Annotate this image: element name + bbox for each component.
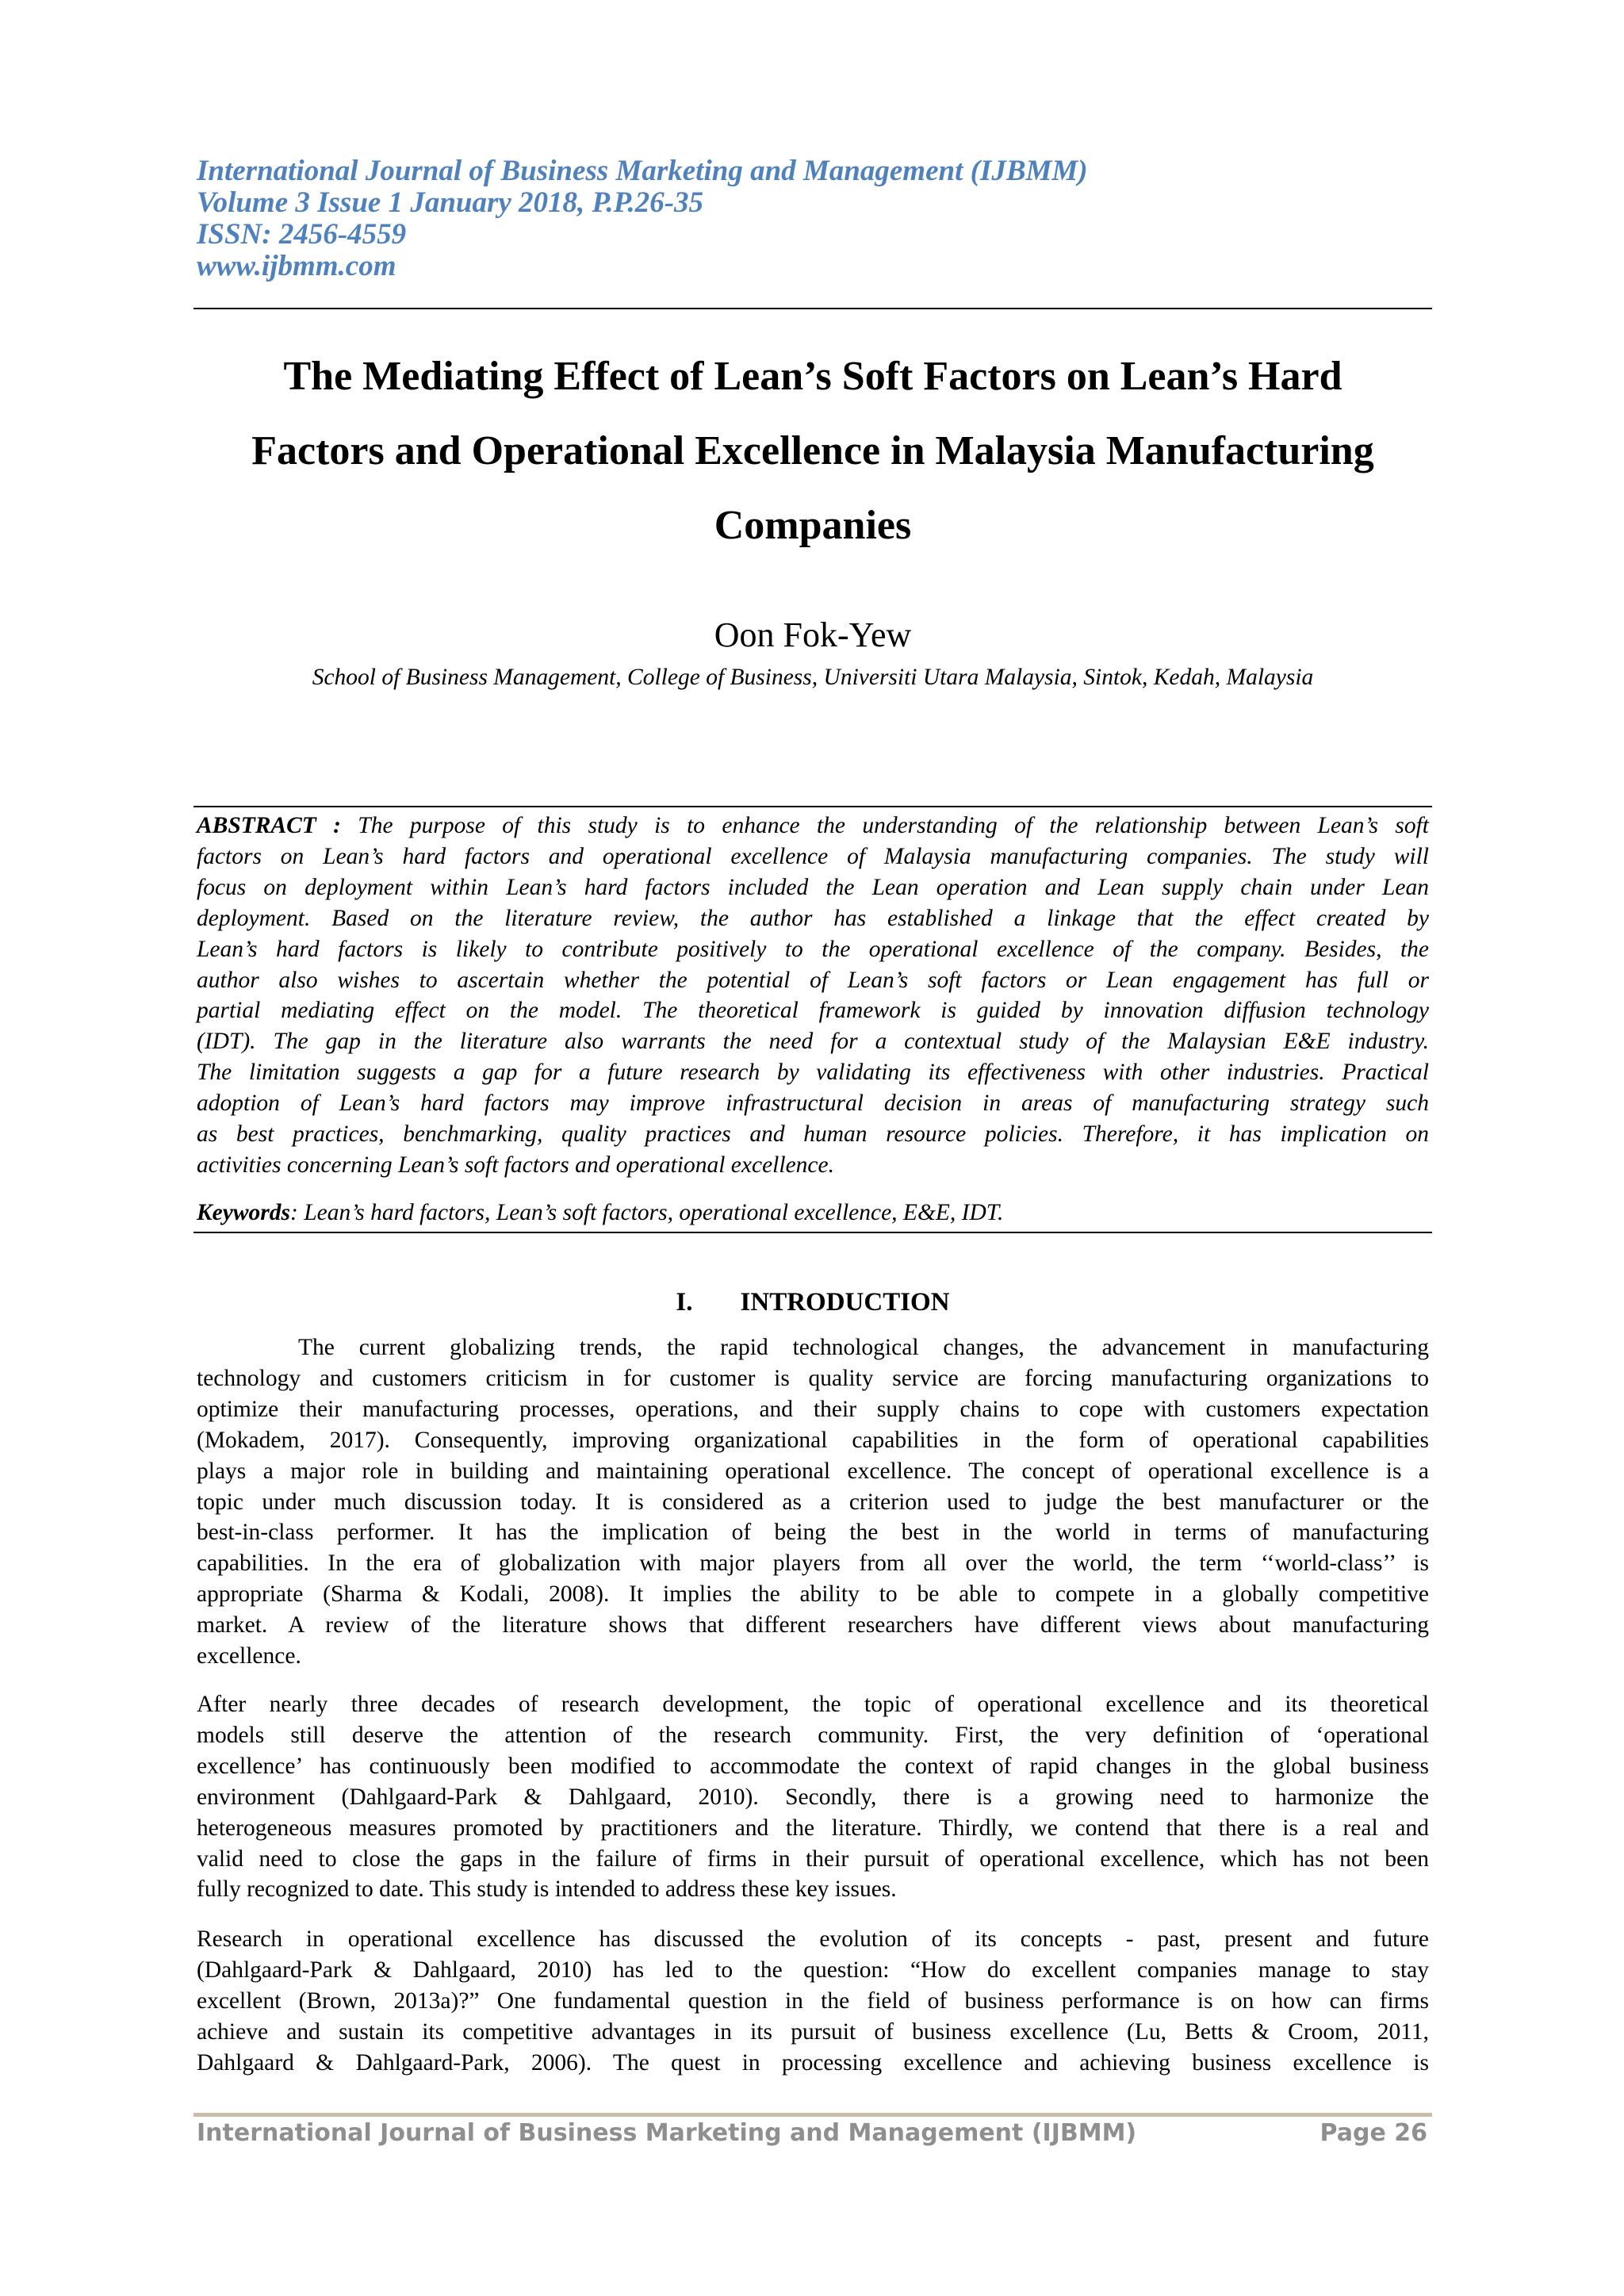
abstract-line: author also wishes to ascertain whether the potential of Lean’s soft factors or Lean engagement has full or: [197, 967, 1429, 993]
section-title: INTRODUCTION: [740, 1288, 950, 1317]
paragraph-line: heterogeneous measures promoted by practitioners and the literature. Thirdly, we contend that there is a real and: [197, 1815, 1429, 1841]
abstract: [197, 811, 1429, 1181]
paragraph-line: best-in-class performer. It has the implication of being the best in the world in terms of manufacturing: [197, 1520, 1429, 1546]
footer-journal-name: International Journal of Business Marketing and Management (IJBMM): [197, 2119, 1137, 2147]
paragraph-line: capabilities. In the era of globalization with major players from all over the world, the term ‘‘world-class’’ is: [197, 1550, 1429, 1577]
page-number: Page 26: [1320, 2119, 1427, 2147]
abstract-line: focus on deployment within Lean’s hard factors included the Lean operation and Lean supply chain under Lean: [197, 874, 1429, 900]
paragraph-line: The current globalizing trends, the rapid technological changes, the advancement in manufacturing: [298, 1335, 1429, 1360]
abstract-line: The limitation suggests a gap for a future research by validating its effectiveness with other industries. Practical: [197, 1060, 1429, 1086]
paragraph-line: excellence’ has continuously been modified to accommodate the context of rapid changes in the global business: [197, 1753, 1429, 1779]
abstract-line: adoption of Lean’s hard factors may improve infrastructural decision in areas of manufacturing strategy such: [197, 1091, 1429, 1117]
paragraph-line: After nearly three decades of research development, the topic of operational excellence and its theoretical: [197, 1692, 1429, 1717]
paragraph-line: topic under much discussion today. It is considered as a criterion used to judge the best manufacturer or the: [197, 1489, 1429, 1515]
abstract-line: (IDT). The gap in the literature also warrants the need for a contextual study of the Malaysian E&E industry.: [197, 1029, 1429, 1055]
paragraph-line: Research in operational excellence has discussed the evolution of its concepts - past, present and future: [197, 1926, 1429, 1952]
title-line: Factors and Operational Excellence in Malaysia Manufacturing: [251, 428, 1374, 473]
paragraph-line: achieve and sustain its competitive advantages in its pursuit of business excellence (Lu, Betts & Croom, 2011,: [197, 2018, 1429, 2045]
paragraph-line: fully recognized to date. This study is intended to address these key issues.: [197, 1876, 897, 1903]
body-paragraph: [197, 1924, 1429, 2079]
abstract-line: partial mediating effect on the model. The theoretical framework is guided by innovation diffusion technology: [197, 998, 1429, 1024]
paragraph-line: excellence.: [197, 1643, 301, 1669]
author-name: Oon Fok-Yew: [714, 615, 912, 654]
abstract-line: as best practices, benchmarking, quality practices and human resource policies. Therefore, it has implication on: [197, 1121, 1429, 1148]
abstract-label: ABSTRACT :: [197, 813, 341, 838]
section-number: I.: [676, 1288, 693, 1317]
paragraph-line: appropriate (Sharma & Kodali, 2008). It implies the ability to be able to compete in a globally competitive: [197, 1581, 1429, 1608]
body-paragraph: [197, 1689, 1429, 1905]
title-line: The Mediating Effect of Lean’s Soft Factors on Lean’s Hard: [283, 354, 1342, 399]
journal-volume: Volume 3 Issue 1 January 2018, P.P.26-35: [197, 186, 704, 219]
header-divider: [193, 308, 1432, 309]
journal-name: International Journal of Business Marketing and Management (IJBMM): [197, 155, 1088, 187]
abstract-line: [197, 811, 1429, 841]
paragraph-line: Dahlgaard & Dahlgaard-Park, 2006). The quest in processing excellence and achieving business excellence is: [197, 2049, 1429, 2076]
paper-page: [193, 0, 1432, 2296]
journal-issn: ISSN: 2456-4559: [197, 218, 407, 251]
paragraph-line: environment (Dahlgaard-Park & Dahlgaard, 2010). Secondly, there is a growing need to harmonize the: [197, 1784, 1429, 1810]
footer-divider: [193, 2113, 1432, 2117]
body-paragraph: [197, 1332, 1429, 1672]
abstract-top-divider: [193, 806, 1432, 807]
abstract-line: Lean’s hard factors is likely to contribute positively to the operational excellence of the company. Besides, the: [197, 936, 1429, 962]
journal-website: www.ijbmm.com: [197, 250, 396, 282]
title-line: Companies: [714, 503, 912, 548]
keywords-text: : Lean’s hard factors, Lean’s soft factors, operational excellence, E&E, IDT.: [290, 1200, 1004, 1225]
paragraph-line: technology and customers criticism in for customer is quality service are forcing manufacturing organizations to: [197, 1365, 1429, 1391]
abstract-line: deployment. Based on the literature review, the author has established a linkage that the effect created by: [197, 905, 1429, 931]
abstract-text: The purpose of this study is to enhance the understanding of the relationship between Lean’s soft: [340, 813, 1429, 838]
paragraph-line: models still deserve the attention of the research community. First, the very definition of ‘operational: [197, 1722, 1429, 1748]
paragraph-line: (Mokadem, 2017). Consequently, improving organizational capabilities in the form of operational capabilities: [197, 1427, 1429, 1453]
paper-title: [193, 339, 1432, 563]
author-affiliation: School of Business Management, College of Business, Universiti Utara Malaysia, Sintok, Kedah, Malaysia: [312, 665, 1314, 690]
section-heading: [193, 1286, 1432, 1318]
paragraph-line: market. A review of the literature shows that different researchers have different views about manufacturing: [197, 1612, 1429, 1639]
journal-header: [197, 155, 1432, 282]
keywords-label: Keywords: [197, 1200, 290, 1225]
abstract-bottom-divider: [193, 1232, 1432, 1233]
paragraph-line: (Dahlgaard-Park & Dahlgaard, 2010) has led to the question: “How do excellent companies manage to stay: [197, 1957, 1429, 1983]
paragraph-line: plays a major role in building and maintaining operational excellence. The concept of operational excellence is a: [197, 1458, 1429, 1484]
paragraph-line: excellent (Brown, 2013a)?” One fundamental question in the field of business performance is on how can firms: [197, 1987, 1429, 2014]
paragraph-line: optimize their manufacturing processes, operations, and their supply chains to cope with customers expectation: [197, 1396, 1429, 1422]
paragraph-line: valid need to close the gaps in the failure of firms in their pursuit of operational excellence, which has not been: [197, 1846, 1429, 1872]
abstract-line: factors on Lean’s hard factors and operational excellence of Malaysia manufacturing companies. The study will: [197, 843, 1429, 869]
abstract-line: activities concerning Lean’s soft factors and operational excellence.: [197, 1152, 834, 1178]
keywords: [197, 1198, 1429, 1228]
